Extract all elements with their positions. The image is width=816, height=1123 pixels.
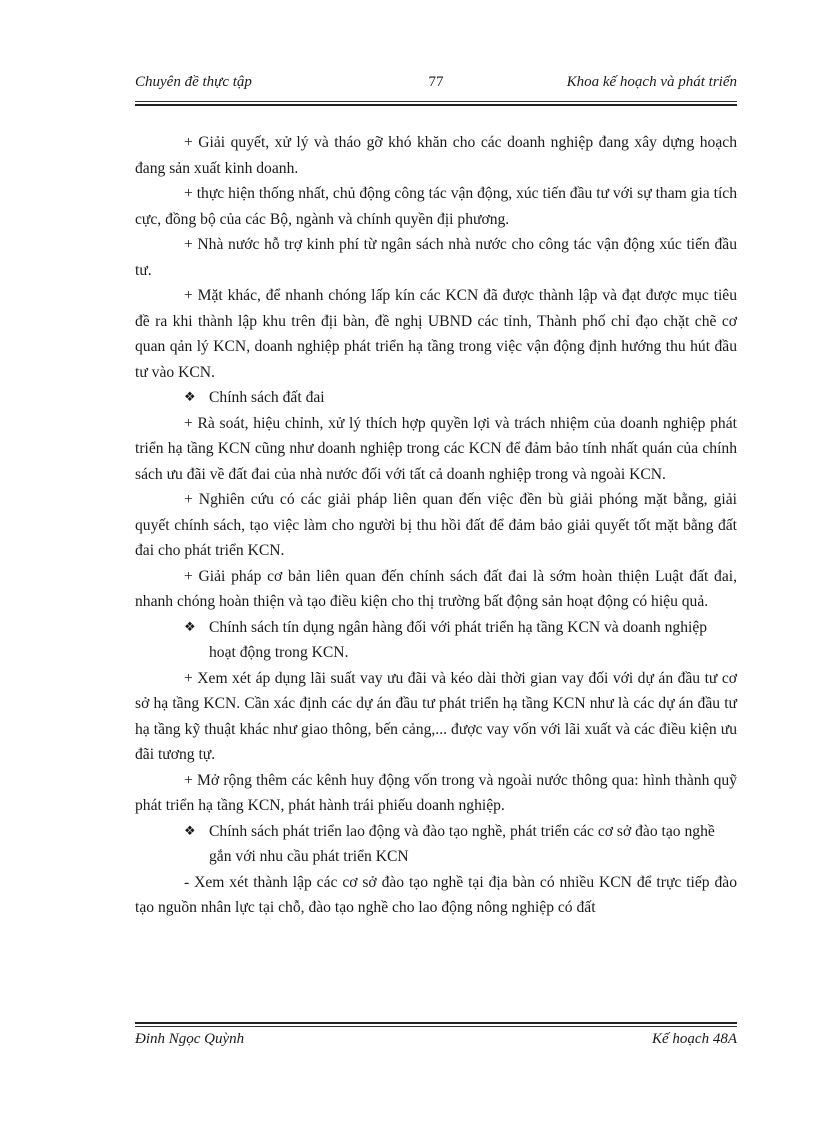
bullet-heading-text: Chính sách phát triển lao động và đào tạo nghề, phát triển các cơ sở đào tạo nghề gắn với nhu cầu phát triển KCN [209,822,715,865]
body-text [135,130,737,921]
page-footer [135,1031,737,1053]
header-department: Khoa kế hoạch và phát triển [566,74,737,90]
paragraph: + Rà soát, hiệu chỉnh, xử lý thích hợp quyền lợi và trách nhiệm của doanh nghiệp phát triển hạ tầng KCN cũng như doanh nghiệp trong các KCN để đảm bảo tính nhất quán của chính sách ưu đãi về đất đai của nhà nước đối với tất cả doanh nghiệp trong và ngoài KCN. [135,414,737,483]
paragraph: + Mặt khác, để nhanh chóng lấp kín các KCN đã được thành lập và đạt được mục tiêu đề ra khi thành lập khu trên địi bàn, đề nghị UBND các tỉnh, Thành phố chỉ đạo chặt chẽ cơ quan qản lý KCN, doanh nghiệp phát triển hạ tầng trong việc vận động định hướng thu hút đầu tư vào KCN. [135,287,737,381]
page-header [135,74,737,96]
bullet-heading-labor-policy [135,819,737,870]
footer-rule [135,1022,737,1027]
footer-author: Đinh Ngọc Quỳnh [135,1031,245,1047]
diamond-bullet-icon: ❖ [184,390,196,405]
paragraph: - Xem xét thành lập các cơ sở đào tạo nghề tại địa bàn có nhiều KCN để trực tiếp đào tạo nguồn nhân lực tại chỗ, đào tạo nghề cho lao động nông nghiệp có đất [135,873,737,916]
diamond-bullet-icon: ❖ [184,619,196,635]
bullet-heading-text: Chính sách đất đai [209,389,325,406]
paragraph: + Mở rộng thêm các kênh huy động vốn trong và ngoài nước thông qua: hình thành quỹ phát triển hạ tầng KCN, phát hành trái phiếu doanh nghiệp. [135,771,737,814]
footer-class: Kế hoạch 48A [652,1031,737,1047]
bullet-heading-land-policy [135,385,737,411]
header-title: Chuyên đề thực tập [135,74,252,90]
header-rule [135,101,737,106]
paragraph: + Giải pháp cơ bản liên quan đến chính sách đất đai là sớm hoàn thiện Luật đất đai, nhanh chóng hoàn thiện và tạo điều kiện cho thị trường bất động sản hoạt động có hiệu quả. [135,567,737,610]
paragraph: + Nhà nước hỗ trợ kinh phí từ ngân sách nhà nước cho công tác vận động xúc tiến đầu tư. [135,236,737,279]
paragraph: + Giải quyết, xử lý và tháo gỡ khó khăn cho các doanh nghiệp đang xây dựng hoạch đang sản xuất kinh doanh. [135,134,737,177]
bullet-heading-text: Chính sách tín dụng ngân hàng đối với phát triển hạ tầng KCN và doanh nghiệp hoạt động trong KCN. [209,618,708,661]
paragraph: + Nghiên cứu có các giải pháp liên quan đến việc đền bù giải phóng mặt bằng, giải quyết chính sách, tạo việc làm cho người bị thu hồi đất để đảm bảo giải quyết tốt mặt bằng đất đai cho phát triển KCN. [135,491,737,559]
paragraph: + Xem xét áp dụng lãi suất vay ưu đãi và kéo dài thời gian vay đối với dự án đầu tư cơ sở hạ tầng KCN. Cần xác định các dự án đầu tư phát triển hạ tầng KCN như là các dự án đầu tư hạ tầng kỹ thuật khác như giao thông, bến cảng,... được vay vốn với lãi xuất và các điều kiện ưu đãi tương tự. [135,669,737,763]
page-number: 77 [428,74,444,90]
bullet-heading-credit-policy [135,615,737,666]
paragraph: + thực hiện thống nhất, chủ động công tác vận động, xúc tiến đầu tư với sự tham gia tích cực, đồng bộ của các Bộ, ngành và chính quyền địi phương. [135,185,737,228]
diamond-bullet-icon: ❖ [184,823,196,839]
